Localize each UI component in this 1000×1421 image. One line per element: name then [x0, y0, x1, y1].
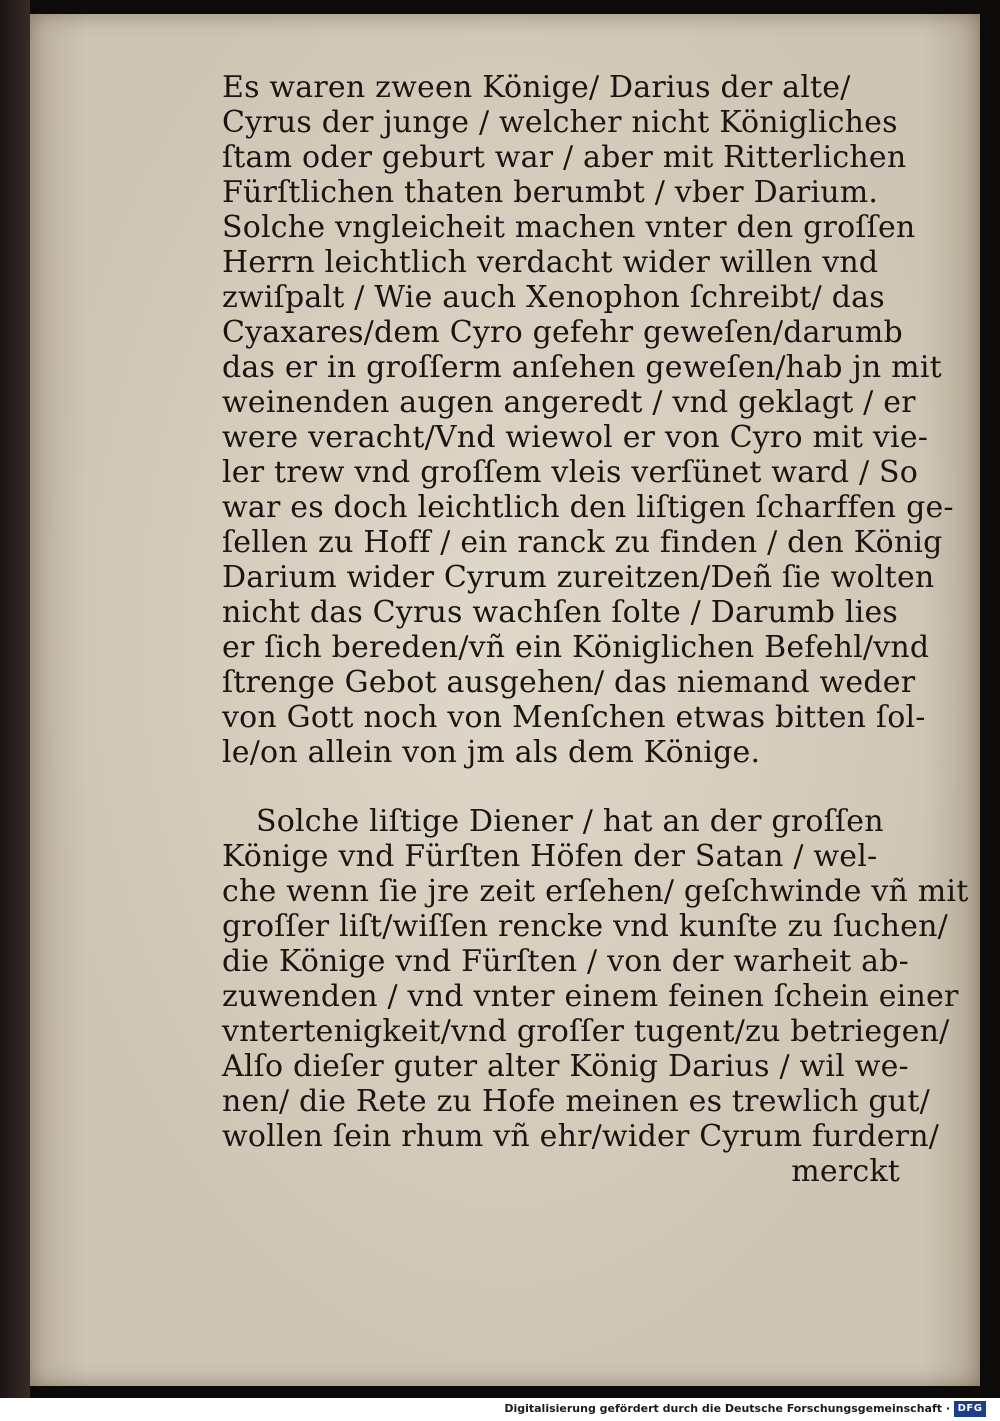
text-line: Cyrus der junge / welcher nicht Königliches — [222, 105, 898, 140]
text-line: ler trew vnd groſſem vleis verſünet ward / So — [222, 455, 919, 490]
text-line: weinenden augen angeredt / vnd geklagt / er — [222, 385, 916, 420]
text-line: Cyaxares/dem Cyro gefehr geweſen/darumb — [222, 315, 903, 350]
text-line: von Gott noch von Menſchen etwas bitten ſol- — [222, 700, 926, 735]
text-line: ſellen zu Hoff / ein ranck zu finden / den König — [222, 525, 943, 560]
text-line: ſtrenge Gebot ausgehen/ das niemand weder — [222, 665, 916, 700]
dfg-logo-icon: DFG — [954, 1401, 986, 1417]
text-line: le/on allein von jm als dem Könige. — [222, 735, 761, 770]
text-line: Fürſtlichen thaten berumbt / vber Darium. — [222, 175, 879, 210]
book-board-edge — [0, 0, 30, 1398]
text-line: zwiſpalt / Wie auch Xenophon ſchreibt/ das — [222, 280, 885, 315]
footer-bar — [0, 1398, 1000, 1421]
text-line: Alſo dieſer guter alter König Darius / wil we- — [222, 1049, 909, 1084]
text-line: die Könige vnd Fürſten / von der warheit ab- — [222, 944, 909, 979]
text-line: ſtam oder geburt war / aber mit Ritterlichen — [222, 140, 907, 175]
text-line: er ſich bereden/vñ ein Königlichen Befehl/vnd — [222, 630, 930, 665]
text-line: zuwenden / vnd vnter einem feinen ſchein einer — [222, 979, 959, 1014]
text-line: nen/ die Rete zu Hofe meinen es trewlich gut/ — [222, 1084, 930, 1119]
text-line: groſſer liſt/wiſſen rencke vnd kunſte zu ſuchen/ — [222, 909, 948, 944]
paragraph-gap — [222, 770, 902, 804]
catchword: merckt — [791, 1154, 900, 1189]
text-line: wollen ſein rhum vñ ehr/wider Cyrum furdern/ — [222, 1119, 940, 1154]
text-line: Solche liſtige Diener / hat an der groſſen — [256, 804, 884, 839]
text-line: Herrn leichtlich verdacht wider willen vnd — [222, 245, 879, 280]
text-line: das er in groſſerm anſehen geweſen/hab jn mit — [222, 350, 942, 385]
page-text — [222, 70, 969, 1189]
text-line: war es doch leichtlich den liſtigen ſcharffen ge- — [222, 490, 954, 525]
funding-credit: Digitalisierung gefördert durch die Deutsche Forschungsgemeinschaft · — [504, 1402, 950, 1415]
text-line: vntertenigkeit/vnd groſſer tugent/zu betriegen/ — [222, 1014, 950, 1049]
text-line: che wenn ſie jre zeit erſehen/ geſchwinde vñ mit — [222, 874, 969, 909]
text-line: Es waren zween Könige/ Darius der alte/ — [222, 70, 851, 105]
text-line: Solche vngleicheit machen vnter den groſſen — [222, 210, 916, 245]
text-line: nicht das Cyrus wachſen ſolte / Darumb lies — [222, 595, 899, 630]
text-line: Könige vnd Fürſten Höfen der Satan / wel- — [222, 839, 878, 874]
text-line: were veracht/Vnd wiewol er von Cyro mit vie- — [222, 420, 929, 455]
text-line: Darium wider Cyrum zureitzen/Deñ ſie wolten — [222, 560, 935, 595]
